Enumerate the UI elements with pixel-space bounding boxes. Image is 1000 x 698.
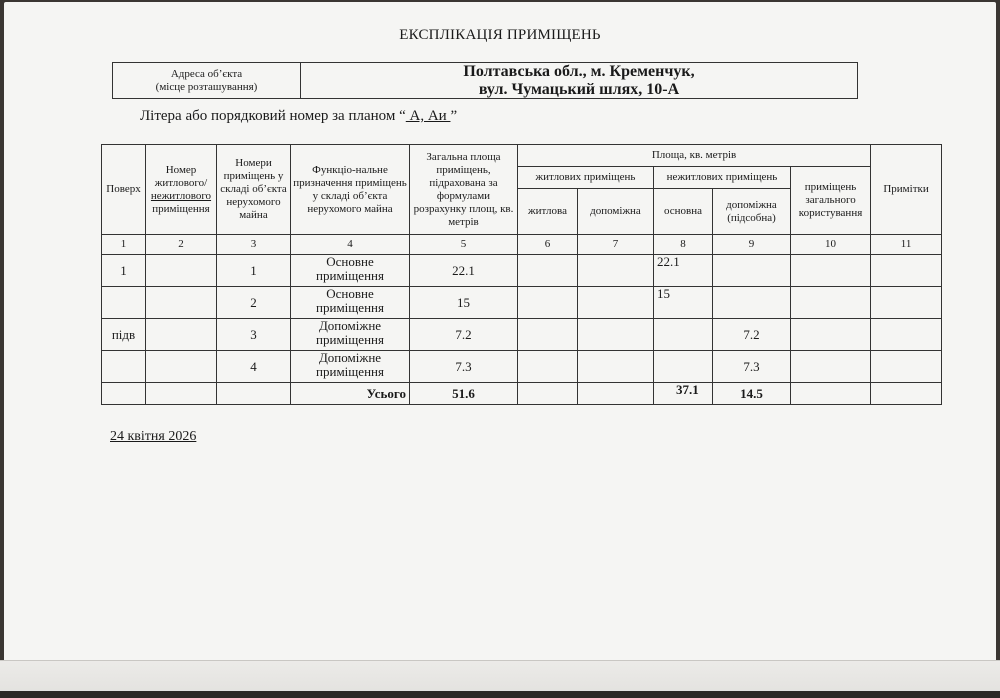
cell-empty: [518, 383, 578, 405]
litera-suffix: ”: [450, 108, 458, 124]
cell-non-main: 15: [654, 287, 713, 319]
table-row: [102, 287, 942, 319]
cell-notes: [871, 287, 942, 319]
cell-notes: [871, 255, 942, 287]
cell-non-aux: 7.3: [713, 351, 791, 383]
cell-empty: [871, 383, 942, 405]
cell-total: 7.3: [410, 351, 518, 383]
header-part-numbers: Номери приміщень у складі об’єкта нерухомого майна: [217, 145, 291, 235]
header-room-number-b: нежитлового: [150, 189, 212, 202]
sheet-bottom-edge: [0, 660, 1000, 698]
total-row: [102, 383, 942, 405]
header-non-aux: допоміжна (підсобна): [713, 189, 791, 235]
cell-floor: [102, 351, 146, 383]
cell-res-main: [518, 351, 578, 383]
address-label-line1: Адреса об’єкта: [170, 67, 243, 80]
address-box: [112, 62, 858, 99]
cell-non-main: [654, 319, 713, 351]
cell-function: Основне приміщення: [291, 287, 410, 319]
header-res-main: житлова: [518, 189, 578, 235]
cell-room: [146, 255, 217, 287]
cell-empty: [146, 383, 217, 405]
cell-common: [791, 319, 871, 351]
cell-part: 1: [217, 255, 291, 287]
cell-non-main: [654, 351, 713, 383]
cell-function: Основне приміщення: [291, 255, 410, 287]
col-number: 10: [791, 235, 871, 255]
table-row: [102, 255, 942, 287]
col-number: 2: [146, 235, 217, 255]
cell-notes: [871, 351, 942, 383]
col-number: 5: [410, 235, 518, 255]
cell-room: [146, 287, 217, 319]
cell-empty: [217, 383, 291, 405]
cell-floor: 1: [102, 255, 146, 287]
total-label: Усього: [291, 383, 410, 405]
header-residential: житлових приміщень: [518, 167, 654, 189]
cell-res-aux: [578, 287, 654, 319]
cell-res-aux: [578, 319, 654, 351]
col-number: 8: [654, 235, 713, 255]
cell-empty: [791, 383, 871, 405]
cell-function: Допоміжне приміщення: [291, 351, 410, 383]
col-number: 9: [713, 235, 791, 255]
total-non-main: 37.1: [654, 383, 713, 405]
header-nonresidential: нежитлових приміщень: [654, 167, 791, 189]
address-value-line2: вул. Чумацький шлях, 10-А: [478, 80, 680, 98]
cell-res-aux: [578, 255, 654, 287]
address-value: [301, 63, 857, 98]
header-function: Функціо-нальне призначення приміщень у складі об’єкта нерухомого майна: [291, 145, 410, 235]
cell-empty: [578, 383, 654, 405]
col-number: 11: [871, 235, 942, 255]
cell-total: 22.1: [410, 255, 518, 287]
cell-function: Допоміжне приміщення: [291, 319, 410, 351]
cell-total: 7.2: [410, 319, 518, 351]
header-common: приміщень загального користування: [791, 167, 871, 235]
header-non-main: основна: [654, 189, 713, 235]
litera-prefix: Літера або порядковий номер за планом “: [140, 108, 406, 124]
header-notes: Примітки: [871, 145, 942, 235]
cell-empty: [102, 383, 146, 405]
cell-common: [791, 255, 871, 287]
col-number: 1: [102, 235, 146, 255]
header-room-number: [146, 145, 217, 235]
cell-res-aux: [578, 351, 654, 383]
col-number: 4: [291, 235, 410, 255]
cell-room: [146, 351, 217, 383]
cell-res-main: [518, 287, 578, 319]
cell-common: [791, 351, 871, 383]
address-label-line2: (місце розташування): [155, 80, 258, 93]
header-floor: Поверх: [102, 145, 146, 235]
col-number: 6: [518, 235, 578, 255]
cell-non-aux: [713, 287, 791, 319]
header-res-aux: допоміжна: [578, 189, 654, 235]
cell-res-main: [518, 319, 578, 351]
cell-total: 15: [410, 287, 518, 319]
table-row: [102, 319, 942, 351]
address-label: [113, 63, 301, 98]
cell-non-aux: [713, 255, 791, 287]
document-date: 24 квітня 2026: [110, 429, 197, 444]
cell-part: 3: [217, 319, 291, 351]
header-room-number-c: приміщення: [152, 202, 210, 215]
cell-common: [791, 287, 871, 319]
cell-floor: підв: [102, 319, 146, 351]
cell-floor: [102, 287, 146, 319]
column-numbers-row: [102, 235, 942, 255]
header-total-area: Загальна площа приміщень, підрахована за формулами розрахунку площ, кв. метрів: [410, 145, 518, 235]
litera-value: А, Аи: [405, 108, 451, 124]
col-number: 3: [217, 235, 291, 255]
total-area: 51.6: [410, 383, 518, 405]
cell-part: 4: [217, 351, 291, 383]
address-value-line1: Полтавська обл., м. Кременчук,: [463, 62, 695, 80]
col-number: 7: [578, 235, 654, 255]
cell-notes: [871, 319, 942, 351]
cell-res-main: [518, 255, 578, 287]
document-title: ЕКСПЛІКАЦІЯ ПРИМІЩЕНЬ: [399, 27, 601, 43]
cell-part: 2: [217, 287, 291, 319]
cell-non-main: 22.1: [654, 255, 713, 287]
header-area-group: Площа, кв. метрів: [518, 145, 871, 167]
cell-room: [146, 319, 217, 351]
header-room-number-a: Номер житлового/: [154, 163, 208, 189]
litera-line: [140, 108, 457, 125]
table-row: [102, 351, 942, 383]
total-non-aux: 14.5: [713, 383, 791, 405]
explication-table: [101, 144, 942, 405]
cell-non-aux: 7.2: [713, 319, 791, 351]
